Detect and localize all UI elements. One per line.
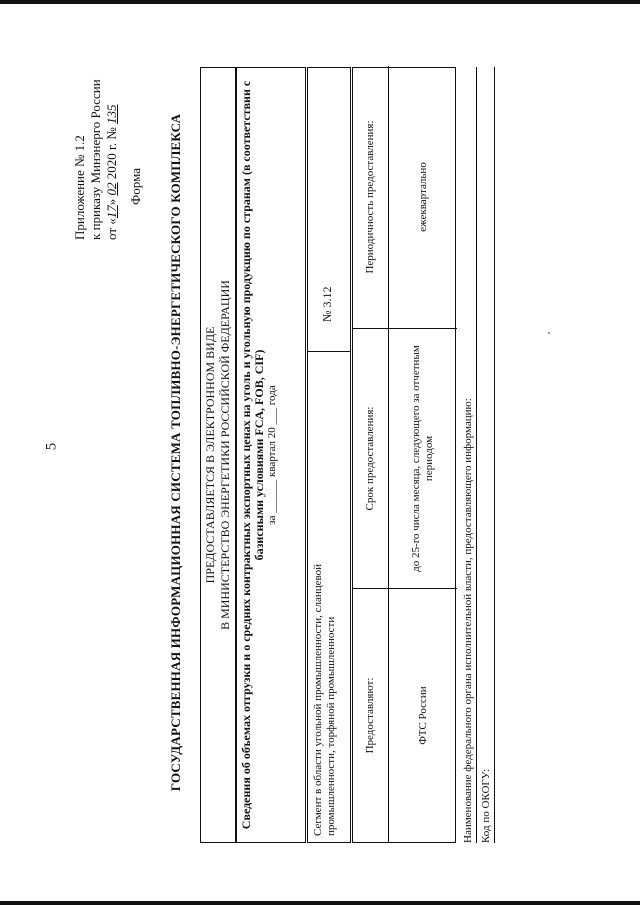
value-frequency: ежеквартально [416,162,429,232]
header-submitter: Предоставляют: [353,588,389,842]
header-deadline: Срок предоставления: [353,328,389,588]
scan-speck [548,332,550,334]
okogu-label: Код по ОКОГУ: [480,67,495,843]
handwritten-month: 02 [104,182,119,196]
value-submitter: ФТС России [389,588,457,842]
date-mid: » [104,195,119,206]
main-title: ГОСУДАРСТВЕННАЯ ИНФОРМАЦИОННАЯ СИСТЕМА ТОПЛИВНО-ЭНЕРГЕТИЧЕСКОГО КОМПЛЕКСА [168,113,183,792]
page-number: 5 [43,442,60,451]
appendix-line-1: Приложение № 1.2 [72,135,87,240]
segment-divider [308,351,350,352]
segment-row [307,67,351,843]
date-year: 2020 г. № [104,123,119,183]
appendix-line-2: к приказу Минэнерго России [88,79,103,240]
submission-box [200,67,236,843]
report-title-box [236,67,306,843]
form-label: Форма [128,168,143,205]
date-prefix: от « [104,218,119,240]
appendix-line-3 [104,0,120,240]
report-title-line-2: базисными условиями FCA, FOB, CIF) [252,349,266,561]
value-deadline: до 25-го числа месяца, следующего за отчетным периодом [389,328,457,588]
segment-text: Сегмент в области угольной промышленности, сланцевой промышленности, торфяной промышленности [312,563,337,836]
appendix-block [72,0,120,240]
report-title-line-1: Сведения об объемах отгрузки и о средних контрактных экспортных ценах на уголь и угольную продукцию по странам (в соответствии с [239,80,253,830]
handwritten-day: 17 [104,205,119,219]
form-number: № 3.12 [320,286,334,322]
agency-label: Наименование федерального органа исполнительной власти, предоставляющего информацию: [462,67,477,843]
handwritten-order-number: 135 [104,104,119,124]
header-frequency: Периодичность предоставления: [353,66,389,328]
submission-table [352,67,456,843]
report-period: за ______ квартал 20 ___ года [266,385,278,525]
submission-line-2: В МИНИСТЕРСТВО ЭНЕРГЕТИКИ РОССИЙСКОЙ ФЕДЕРАЦИИ [218,280,232,630]
submission-line-1: ПРЕДОСТАВЛЯЕТСЯ В ЭЛЕКТРОННОМ ВИДЕ [203,326,217,584]
